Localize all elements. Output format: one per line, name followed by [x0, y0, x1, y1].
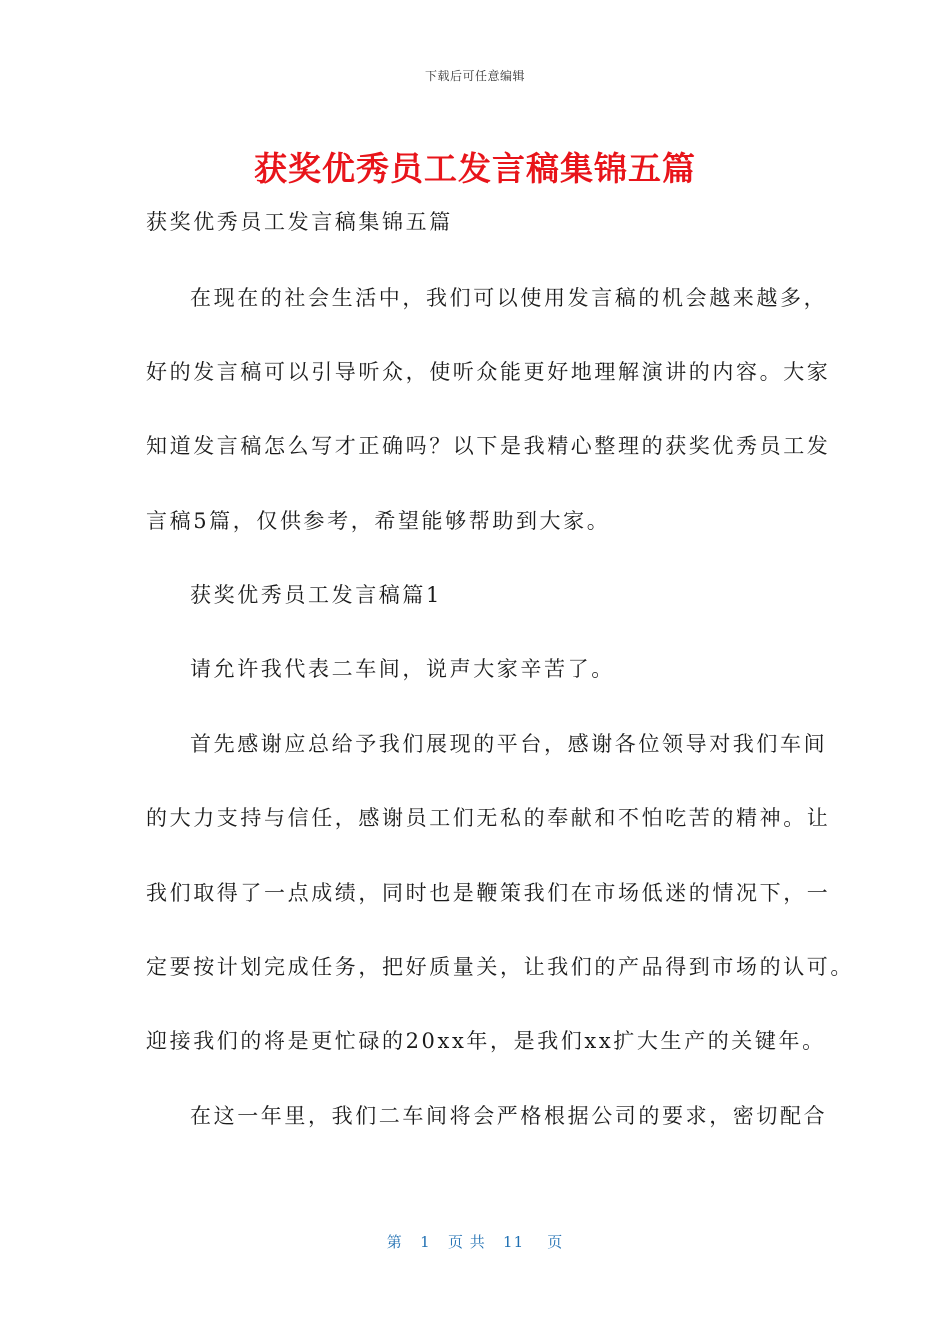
paragraph-line: 首先感谢应总给予我们展现的平台，感谢各位领导对我们车间 [190, 732, 828, 756]
paragraph-line: 请允许我代表二车间，说声大家辛苦了。 [190, 657, 615, 681]
current-page-number: 1 [420, 1233, 431, 1251]
header-note: 下载后可任意编辑 [424, 69, 525, 83]
paragraph-line: 迎接我们的将是更忙碌的20xx年，是我们xx扩大生产的关键年。 [146, 1029, 826, 1053]
section-heading: 获奖优秀员工发言稿篇1 [190, 583, 442, 607]
paragraph-line: 好的发言稿可以引导听众，使听众能更好地理解演讲的内容。大家 [146, 360, 831, 384]
document-title: 获奖优秀员工发言稿集锦五篇 [254, 149, 696, 188]
footer-suffix: 页 [547, 1233, 564, 1251]
paragraph-line: 的大力支持与信任，感谢员工们无私的奉献和不怕吃苦的精神。让 [146, 806, 831, 830]
footer-prefix: 第 [386, 1233, 403, 1251]
paragraph-line: 我们取得了一点成绩，同时也是鞭策我们在市场低迷的情况下，一 [146, 881, 831, 905]
paragraph-line: 知道发言稿怎么写才正确吗？以下是我精心整理的获奖优秀员工发 [146, 434, 831, 458]
paragraph-line: 言稿5篇，仅供参考，希望能够帮助到大家。 [146, 509, 611, 533]
footer-middle: 页 共 [447, 1233, 486, 1251]
total-page-count: 11 [503, 1233, 525, 1251]
page-footer [0, 1231, 950, 1252]
paragraph-line: 在现在的社会生活中，我们可以使用发言稿的机会越来越多， [190, 286, 828, 310]
paragraph-line: 定要按计划完成任务，把好质量关，让我们的产品得到市场的认可。 [146, 955, 854, 979]
subtitle-line: 获奖优秀员工发言稿集锦五篇 [146, 210, 453, 234]
paragraph-line: 在这一年里，我们二车间将会严格根据公司的要求，密切配合 [190, 1104, 828, 1128]
